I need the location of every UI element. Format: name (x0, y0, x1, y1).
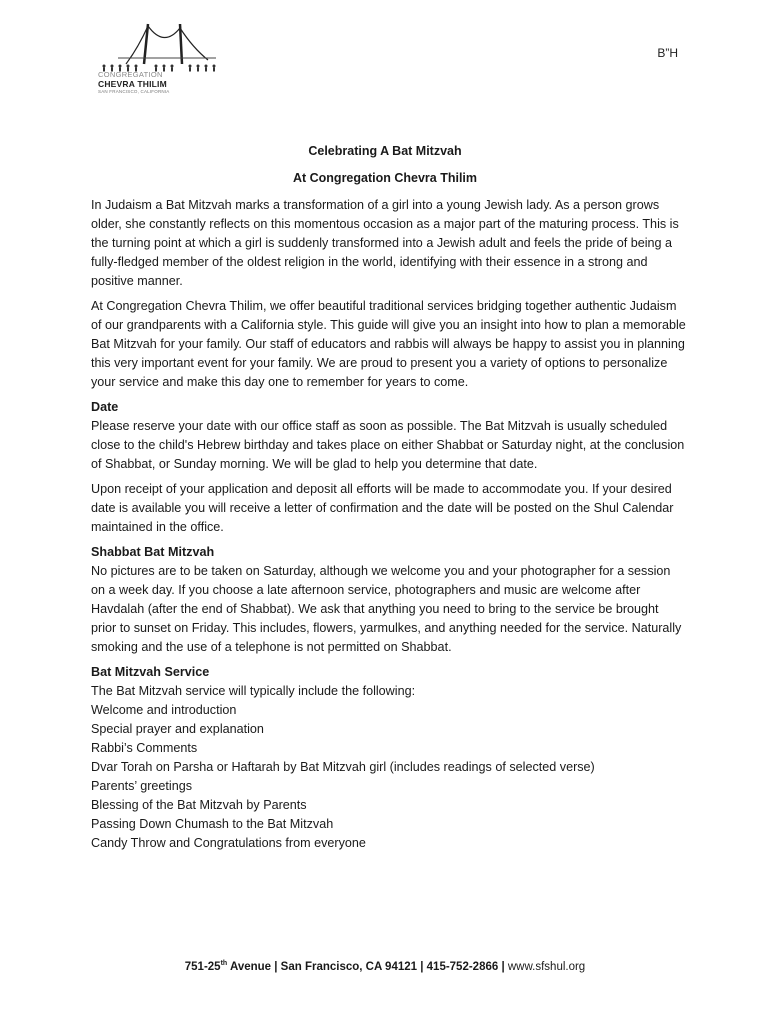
service-intro: The Bat Mitzvah service will typically include the following: (91, 684, 416, 698)
intro-paragraph-1: In Judaism a Bat Mitzvah marks a transformation of a girl into a young Jewish lady. As a person grows older, she constantly reflects on this momentous occasion as a major part of the maturing process. This is the turning point at which a girl is suddenly transformed into a Jewish adult and feels the pride of being a fully-fledged member of the oldest religion in the world, identifying with their essence in a strong and positive manner. (91, 198, 679, 288)
list-item: Candy Throw and Congratulations from everyone (91, 836, 366, 850)
list-item: Special prayer and explanation (91, 722, 264, 736)
page-footer (0, 960, 770, 973)
bridge-logo-icon (98, 20, 228, 72)
logo-text (98, 70, 170, 95)
date-paragraph-2: Upon receipt of your application and deposit all efforts will be made to accommodate you. If your desired date is available you will receive a letter of confirmation and the date will be posted on the Shul Calendar maintained in the office. (91, 482, 674, 534)
date-heading: Date (91, 400, 119, 414)
footer-address-number: 751-25 (184, 961, 221, 973)
shabbat-heading: Shabbat Bat Mitzvah (91, 545, 215, 559)
congregation-logo (98, 20, 228, 96)
footer-address-suffix: th (220, 960, 228, 967)
list-item: Rabbi’s Comments (91, 741, 198, 755)
service-heading: Bat Mitzvah Service (91, 665, 210, 679)
logo-line-congregation: CONGREGATION (98, 70, 163, 79)
footer-address: Avenue | San Francisco, CA 94121 | 415-752-2866 | (227, 961, 508, 973)
logo-line-location: SAN FRANCISCO, CALIFORNIA (98, 89, 170, 94)
document-body (91, 196, 687, 853)
date-paragraph-1: Please reserve your date with our office staff as soon as possible. The Bat Mitzvah is usually scheduled close to the child's Hebrew birthday and takes place on either Shabbat or Saturday night, at the conclusion of Shabbat, or Sunday morning. We will be glad to help you determine that date. (91, 419, 685, 471)
document-title: Celebrating A Bat Mitzvah (308, 144, 462, 158)
intro-paragraph-2: At Congregation Chevra Thilim, we offer beautiful traditional services bridging together authentic Judaism of our grandparents with a California style. This guide will give you an insight into how to plan a memorable Bat Mitzvah for your family. Our staff of educators and rabbis will always be happy to assist you in planning this very important event for your family. We are proud to present you a variety of options to personalize your service and make this day one to remember for years to come. (91, 299, 686, 389)
footer-website-link[interactable]: www.sfshul.org (507, 961, 586, 973)
list-item: Parents’ greetings (91, 779, 193, 793)
shabbat-paragraph: No pictures are to be taken on Saturday, although we welcome you and your photographer for a session on a week day. If you choose a late afternoon service, photographers and music are welcome after Havdalah (after the end of Shabbat). We ask that anything you need to bring to the service be brought prior to sunset on Friday. This includes, flowers, yarmulkes, and anything needed for the service. Naturally smoking and the use of a telephone is not permitted on Shabbat. (91, 564, 682, 654)
list-item: Passing Down Chumash to the Bat Mitzvah (91, 817, 334, 831)
document-subtitle: At Congregation Chevra Thilim (292, 171, 478, 185)
logo-line-name: CHEVRA THILIM (98, 79, 167, 89)
bh-marker: B”H (657, 46, 678, 60)
list-item: Welcome and introduction (91, 703, 237, 717)
list-item: Dvar Torah on Parsha or Haftarah by Bat Mitzvah girl (includes readings of selected verse) (91, 760, 595, 774)
list-item: Blessing of the Bat Mitzvah by Parents (91, 798, 307, 812)
